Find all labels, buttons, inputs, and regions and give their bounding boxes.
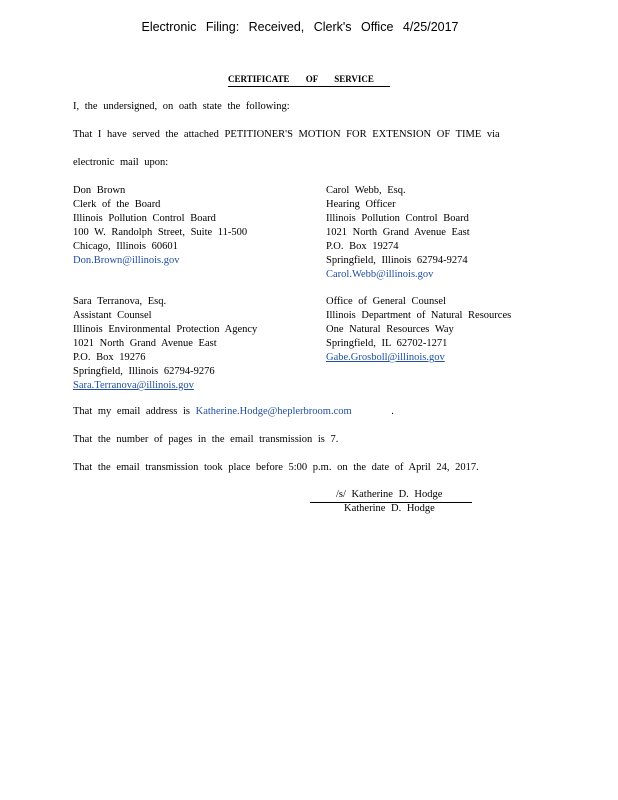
recipient-line: 100 W. Randolph Street, Suite 11-500 [73,227,248,238]
recipient-line: Sara Terranova, Esq. [73,296,167,307]
recipient-line: Illinois Environmental Protection Agency [73,324,258,335]
recipient-line: Carol Webb, Esq. [326,185,406,196]
recipient-block-carol-webb [326,184,470,282]
recipient-email-link[interactable]: Sara.Terranova@illinois.gov [73,380,194,391]
certificate-title: CERTIFICATE OF SERVICE [228,74,374,84]
email-statement-prefix: That my email address is [73,406,190,417]
transmission-time-statement: That the email transmission took place before 5:00 p.m. on the date of April 24, 2017. [73,462,479,473]
recipient-line: Illinois Pollution Control Board [326,213,469,224]
email-statement-period: . [391,406,394,417]
recipient-line: Clerk of the Board [73,199,161,210]
recipient-line: P.O. Box 19276 [73,352,146,363]
recipient-block-don-brown [73,184,247,268]
signer-printed-name: Katherine D. Hodge [344,503,435,514]
recipient-block-sara-terranova [73,295,257,393]
served-statement-line-2: electronic mail upon: [73,157,169,168]
recipient-email-link[interactable]: Gabe.Grosboll@illinois.gov [326,352,445,363]
electronic-signature: /s/ Katherine D. Hodge [336,489,443,500]
intro-statement: I, the undersigned, on oath state the following: [73,101,290,112]
recipient-line: Springfield, Illinois 62794-9274 [326,255,468,266]
recipient-email-link[interactable]: Carol.Webb@illinois.gov [326,269,434,280]
recipient-line: Illinois Department of Natural Resources [326,310,512,321]
recipient-line: Springfield, IL 62702-1271 [326,338,448,349]
recipient-line: Springfield, Illinois 62794-9276 [73,366,215,377]
title-underline [228,86,390,87]
recipient-line: 1021 North Grand Avenue East [73,338,217,349]
recipient-line: Don Brown [73,185,126,196]
recipient-line: Hearing Officer [326,199,396,210]
recipient-line: Chicago, Illinois 60601 [73,241,178,252]
recipient-block-general-counsel [326,295,511,365]
email-address-statement [73,406,394,417]
recipient-line: Illinois Pollution Control Board [73,213,216,224]
recipient-line: Office of General Counsel [326,296,446,307]
page-count-statement: That the number of pages in the email transmission is 7. [73,434,339,445]
recipient-line: Assistant Counsel [73,310,152,321]
recipient-line: One Natural Resources Way [326,324,454,335]
recipient-email-link[interactable]: Don.Brown@illinois.gov [73,255,180,266]
recipient-line: 1021 North Grand Avenue East [326,227,470,238]
filing-stamp-header: Electronic Filing: Received, Clerk's Office 4/25/2017 [141,20,459,34]
sender-email-link[interactable]: Katherine.Hodge@heplerbroom.com [195,406,352,417]
served-statement-line-1: That I have served the attached PETITIONER'S MOTION FOR EXTENSION OF TIME via [73,129,500,140]
recipient-line: P.O. Box 19274 [326,241,399,252]
